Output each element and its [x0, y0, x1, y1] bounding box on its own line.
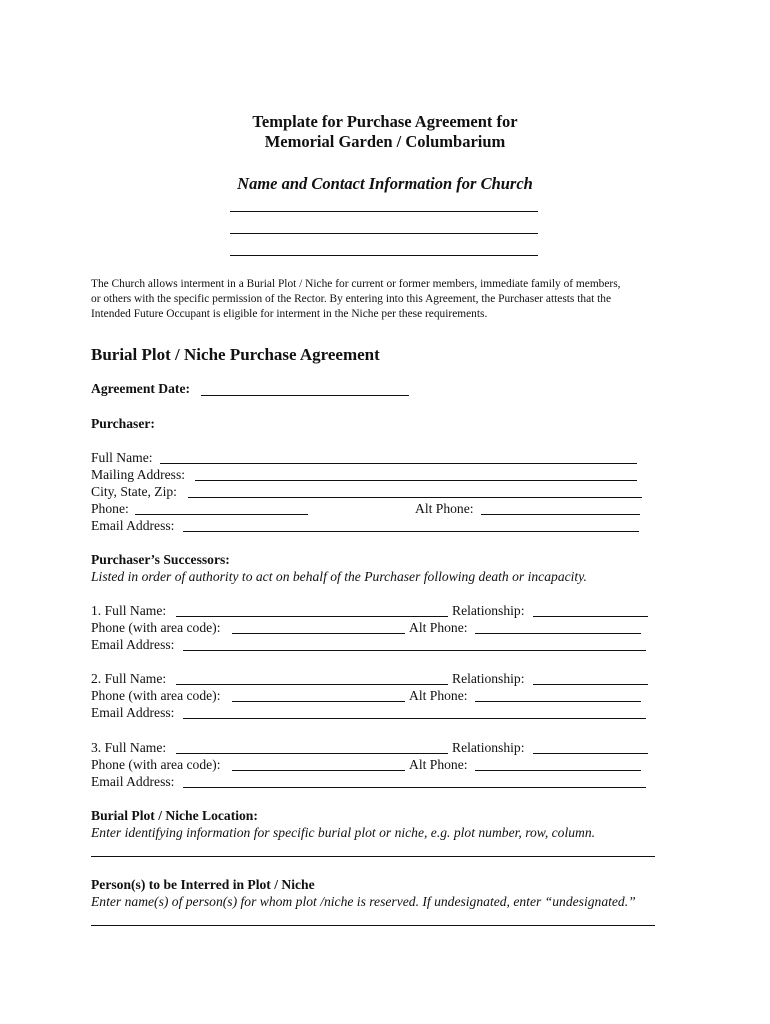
interred-note: Enter name(s) of person(s) for whom plot /niche is reserved. If undesignated, enter “undesignated.”	[91, 894, 636, 909]
purchaser-city-state-zip-label: City, State, Zip:	[91, 484, 177, 499]
successors-note: Listed in order of authority to act on behalf of the Purchaser following death or incapacity.	[91, 569, 587, 584]
successor-2-relationship-field[interactable]	[533, 684, 648, 685]
successor-1-full-name-field[interactable]	[176, 616, 448, 617]
location-note: Enter identifying information for specific burial plot or niche, e.g. plot number, row, column.	[91, 825, 596, 840]
successor-3-phone-label: Phone (with area code):	[91, 757, 221, 772]
successor-3-alt-phone-label: Alt Phone:	[409, 757, 468, 772]
document-title-line2: Memorial Garden / Columbarium	[264, 132, 506, 151]
agreement-date-label: Agreement Date:	[91, 381, 191, 396]
successor-3-relationship-field[interactable]	[533, 753, 648, 754]
successor-3-full-name-label: 3. Full Name:	[91, 740, 167, 755]
agreement-heading: Burial Plot / Niche Purchase Agreement	[91, 345, 380, 364]
interred-field[interactable]	[91, 925, 655, 926]
document-title-line1: Template for Purchase Agreement for	[252, 112, 518, 131]
successor-3-phone-field[interactable]	[232, 770, 405, 771]
successor-2-alt-phone-field[interactable]	[475, 701, 641, 702]
successor-1-alt-phone-field[interactable]	[475, 633, 641, 634]
successor-2-alt-phone-label: Alt Phone:	[409, 688, 468, 703]
purchaser-full-name-field[interactable]	[160, 463, 637, 464]
successor-3-alt-phone-field[interactable]	[475, 770, 641, 771]
intro-paragraph-line3: Intended Future Occupant is eligible for interment in the Niche per these requirements.	[91, 308, 488, 320]
intro-paragraph-line2: or others with the specific permission of the Rector. By entering into this Agreement, the Purchaser attests that the	[91, 293, 612, 305]
successor-1-alt-phone-label: Alt Phone:	[409, 620, 468, 635]
purchaser-email-field[interactable]	[183, 531, 639, 532]
successor-3-email-field[interactable]	[183, 787, 646, 788]
church-info-line-2[interactable]	[230, 233, 538, 234]
church-info-line-1[interactable]	[230, 211, 538, 212]
successor-1-relationship-label: Relationship:	[452, 603, 525, 618]
church-info-heading: Name and Contact Information for Church	[237, 174, 533, 193]
successor-2-full-name-label: 2. Full Name:	[91, 671, 167, 686]
purchaser-email-label: Email Address:	[91, 518, 175, 533]
purchaser-heading: Purchaser:	[91, 416, 155, 431]
successor-1-email-field[interactable]	[183, 650, 646, 651]
successor-3-email-label: Email Address:	[91, 774, 175, 789]
successor-2-phone-field[interactable]	[232, 701, 405, 702]
church-info-line-3[interactable]	[230, 255, 538, 256]
purchaser-city-state-zip-field[interactable]	[188, 497, 642, 498]
interred-heading: Person(s) to be Interred in Plot / Niche	[91, 877, 315, 892]
successor-2-email-label: Email Address:	[91, 705, 175, 720]
successors-heading: Purchaser’s Successors:	[91, 552, 230, 567]
successor-1-email-label: Email Address:	[91, 637, 175, 652]
purchaser-full-name-label: Full Name:	[91, 450, 153, 465]
successor-2-relationship-label: Relationship:	[452, 671, 525, 686]
purchaser-alt-phone-field[interactable]	[481, 514, 640, 515]
successor-3-full-name-field[interactable]	[176, 753, 448, 754]
agreement-date-field[interactable]	[201, 395, 409, 396]
successor-1-phone-label: Phone (with area code):	[91, 620, 221, 635]
successor-2-email-field[interactable]	[183, 718, 646, 719]
purchaser-phone-label: Phone:	[91, 501, 129, 516]
purchaser-mailing-address-label: Mailing Address:	[91, 467, 186, 482]
successor-2-phone-label: Phone (with area code):	[91, 688, 221, 703]
successor-1-phone-field[interactable]	[232, 633, 405, 634]
purchaser-phone-field[interactable]	[135, 514, 308, 515]
purchaser-mailing-address-field[interactable]	[195, 480, 637, 481]
successor-3-relationship-label: Relationship:	[452, 740, 525, 755]
successor-2-full-name-field[interactable]	[176, 684, 448, 685]
successor-1-full-name-label: 1. Full Name:	[91, 603, 167, 618]
location-field[interactable]	[91, 856, 655, 857]
location-heading: Burial Plot / Niche Location:	[91, 808, 258, 823]
intro-paragraph-line1: The Church allows interment in a Burial Plot / Niche for current or former members, immediate family of members,	[91, 278, 621, 290]
purchaser-alt-phone-label: Alt Phone:	[415, 501, 474, 516]
successor-1-relationship-field[interactable]	[533, 616, 648, 617]
